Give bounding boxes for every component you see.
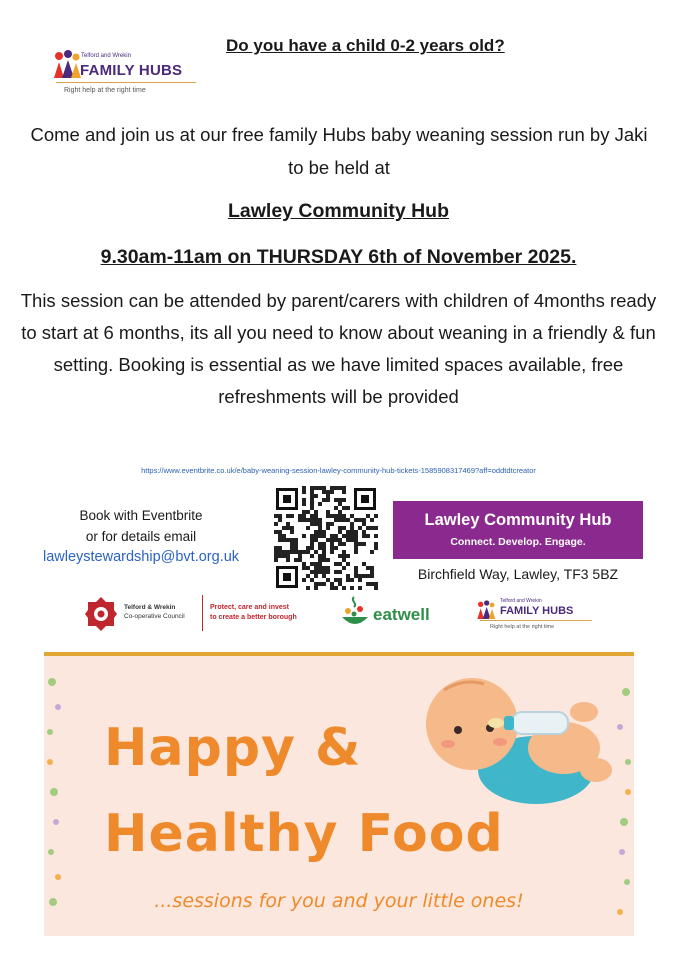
booking-info <box>36 505 246 568</box>
small-logo-sup: Telford and Wrekin <box>500 598 542 604</box>
council-crest-icon <box>84 595 118 633</box>
hub-address: Birchfield Way, Lawley, TF3 5BZ <box>417 566 619 582</box>
eatwell-name: eatwell <box>373 605 430 624</box>
small-logo-tagline: Right help at the right time <box>490 624 555 630</box>
council-subtitle: Co-operative Council <box>124 613 185 620</box>
venue-title: Lawley Community Hub <box>227 200 450 222</box>
eatwell-bowl-icon <box>340 595 370 631</box>
small-logo-divider <box>480 620 592 621</box>
booking-line-1: Book with Eventbrite <box>79 508 203 523</box>
eatwell-logo <box>340 595 450 637</box>
family-hubs-logo-small <box>476 595 606 637</box>
family-hubs-logo <box>50 44 200 104</box>
logo-divider <box>56 82 196 83</box>
logo-name: FAMILY HUBS <box>80 62 183 79</box>
logo-sup: Telford and Wrekin <box>81 53 131 59</box>
banner-title-line-2: Healthy Food <box>104 804 504 864</box>
baby-illustration <box>426 678 612 804</box>
hub-tagline: Connect. Develop. Engage. <box>450 536 586 548</box>
council-divider <box>202 595 203 631</box>
happy-healthy-banner <box>44 652 634 936</box>
council-logo <box>84 595 324 637</box>
headline: Do you have a child 0-2 years old? <box>226 36 505 55</box>
qr-code[interactable] <box>274 486 378 590</box>
contact-email[interactable]: lawleystewardship@bvt.org.uk <box>42 549 240 565</box>
council-name: Telford & Wrekin <box>124 604 176 611</box>
council-slogan-1: Protect, care and invest <box>210 604 289 611</box>
small-logo-name: FAMILY HUBS <box>500 605 574 617</box>
eventbrite-link[interactable]: https://www.eventbrite.co.uk/e/baby-weaning-session-lawley-community-hub-tickets-1585908317469?aff=oddtdtcreator <box>141 466 536 475</box>
session-description: This session can be attended by parent/carers with children of 4months ready to start at 6 months, its all you need to know about weaning in a friendly & fun setting. Booking is essential as we have limited spaces available, free refreshments will be provided <box>20 290 657 407</box>
hub-banner <box>393 501 643 559</box>
council-slogan-2: to create a better borough <box>210 614 297 621</box>
logo-tagline: Right help at the right time <box>64 87 146 94</box>
intro-text: Come and join us at our free family Hubs baby weaning session run by Jaki to be held at <box>30 124 648 178</box>
hub-name: Lawley Community Hub <box>424 511 612 529</box>
banner-subtitle: ...sessions for you and your little ones! <box>154 890 524 912</box>
booking-line-2: or for details email <box>85 529 197 544</box>
family-figures-icon <box>52 48 82 84</box>
event-datetime: 9.30am-11am on THURSDAY 6th of November 2025. <box>100 246 577 268</box>
banner-title-line-1: Happy & <box>104 718 362 778</box>
